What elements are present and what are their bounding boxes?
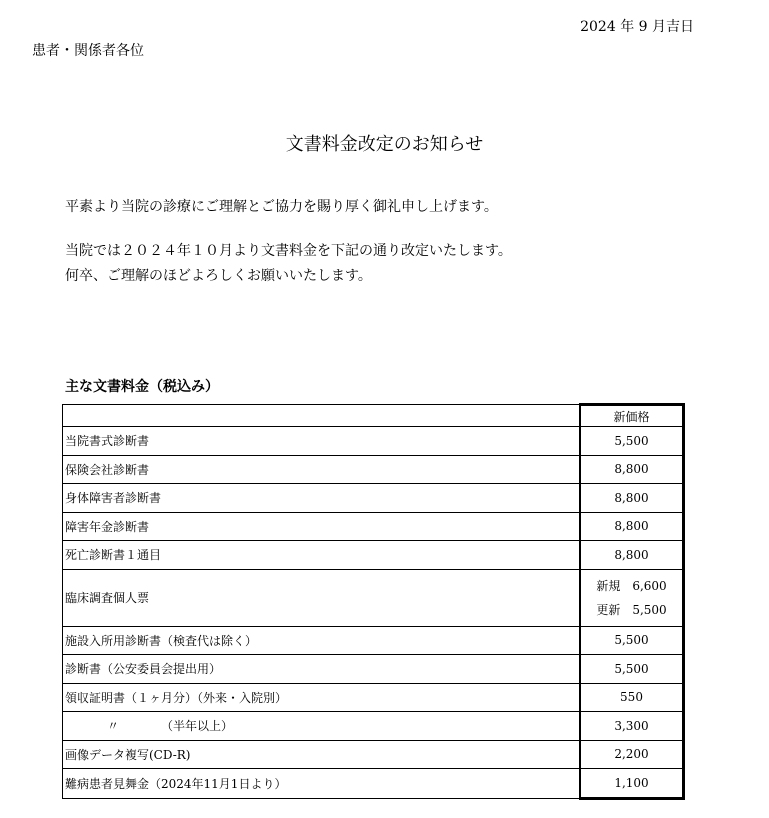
greeting-paragraph: 平素より当院の診療にご理解とご協力を賜り厚く御礼申し上げます。	[65, 199, 498, 215]
document-name: 臨床調査個人票	[63, 569, 581, 626]
document-name: 施設入所用診断書（検査代は除く）	[63, 626, 581, 655]
header-name-cell	[63, 405, 581, 427]
document-name: 死亡診断書１通目	[63, 541, 581, 570]
document-name: 画像データ複写(CD-R)	[63, 740, 581, 769]
document-price: 5,500	[580, 626, 684, 655]
table-row	[63, 655, 684, 684]
table-row	[63, 455, 684, 484]
page-title: 文書料金改定のお知らせ	[285, 134, 484, 155]
document-name: 領収証明書（１ヶ月分）（外来・入院別）	[63, 683, 581, 712]
price-new-application: 新規 6,600	[596, 578, 667, 593]
document-price: 2,200	[580, 740, 684, 769]
header-price-cell: 新価格	[580, 405, 684, 427]
table-row	[63, 683, 684, 712]
document-price: 8,800	[580, 455, 684, 484]
table-row	[63, 541, 684, 570]
table-row	[63, 712, 684, 741]
document-price: 8,800	[580, 484, 684, 513]
fee-table-title: 主な文書料金（税込み）	[65, 379, 219, 395]
fee-table	[62, 403, 685, 800]
document-name: 保険会社診断書	[63, 455, 581, 484]
document-price: 5,500	[580, 427, 684, 456]
document-name: 当院書式診断書	[63, 427, 581, 456]
document-price: 3,300	[580, 712, 684, 741]
table-row	[63, 569, 684, 626]
price-renewal: 更新 5,500	[596, 602, 667, 617]
document-name: 身体障害者診断書	[63, 484, 581, 513]
table-row	[63, 769, 684, 799]
document-price: 8,800	[580, 512, 684, 541]
document-name: 診断書（公安委員会提出用）	[63, 655, 581, 684]
table-header-row	[63, 405, 684, 427]
document-name: （半年以上）	[161, 719, 234, 734]
table-row	[63, 427, 684, 456]
announcement-paragraph: 当院では２０２４年１０月より文書料金を下記の通り改定いたします。	[65, 243, 512, 259]
document-name-ditto	[63, 712, 581, 741]
document-price: 550	[580, 683, 684, 712]
document-price: 8,800	[580, 541, 684, 570]
ditto-mark: 〃	[106, 719, 119, 734]
recipient-line: 患者・関係者各位	[32, 43, 144, 59]
document-name: 難病患者見舞金（2024年11月1日より）	[63, 769, 581, 799]
table-row	[63, 512, 684, 541]
document-price: 5,500	[580, 655, 684, 684]
table-row	[63, 626, 684, 655]
document-price-multi	[580, 569, 684, 626]
closing-paragraph: 何卒、ご理解のほどよろしくお願いいたします。	[65, 268, 372, 284]
document-price: 1,100	[580, 769, 684, 799]
document-date: 2024 年 9 月吉日	[580, 19, 694, 35]
document-name: 障害年金診断書	[63, 512, 581, 541]
table-row	[63, 484, 684, 513]
table-row	[63, 740, 684, 769]
